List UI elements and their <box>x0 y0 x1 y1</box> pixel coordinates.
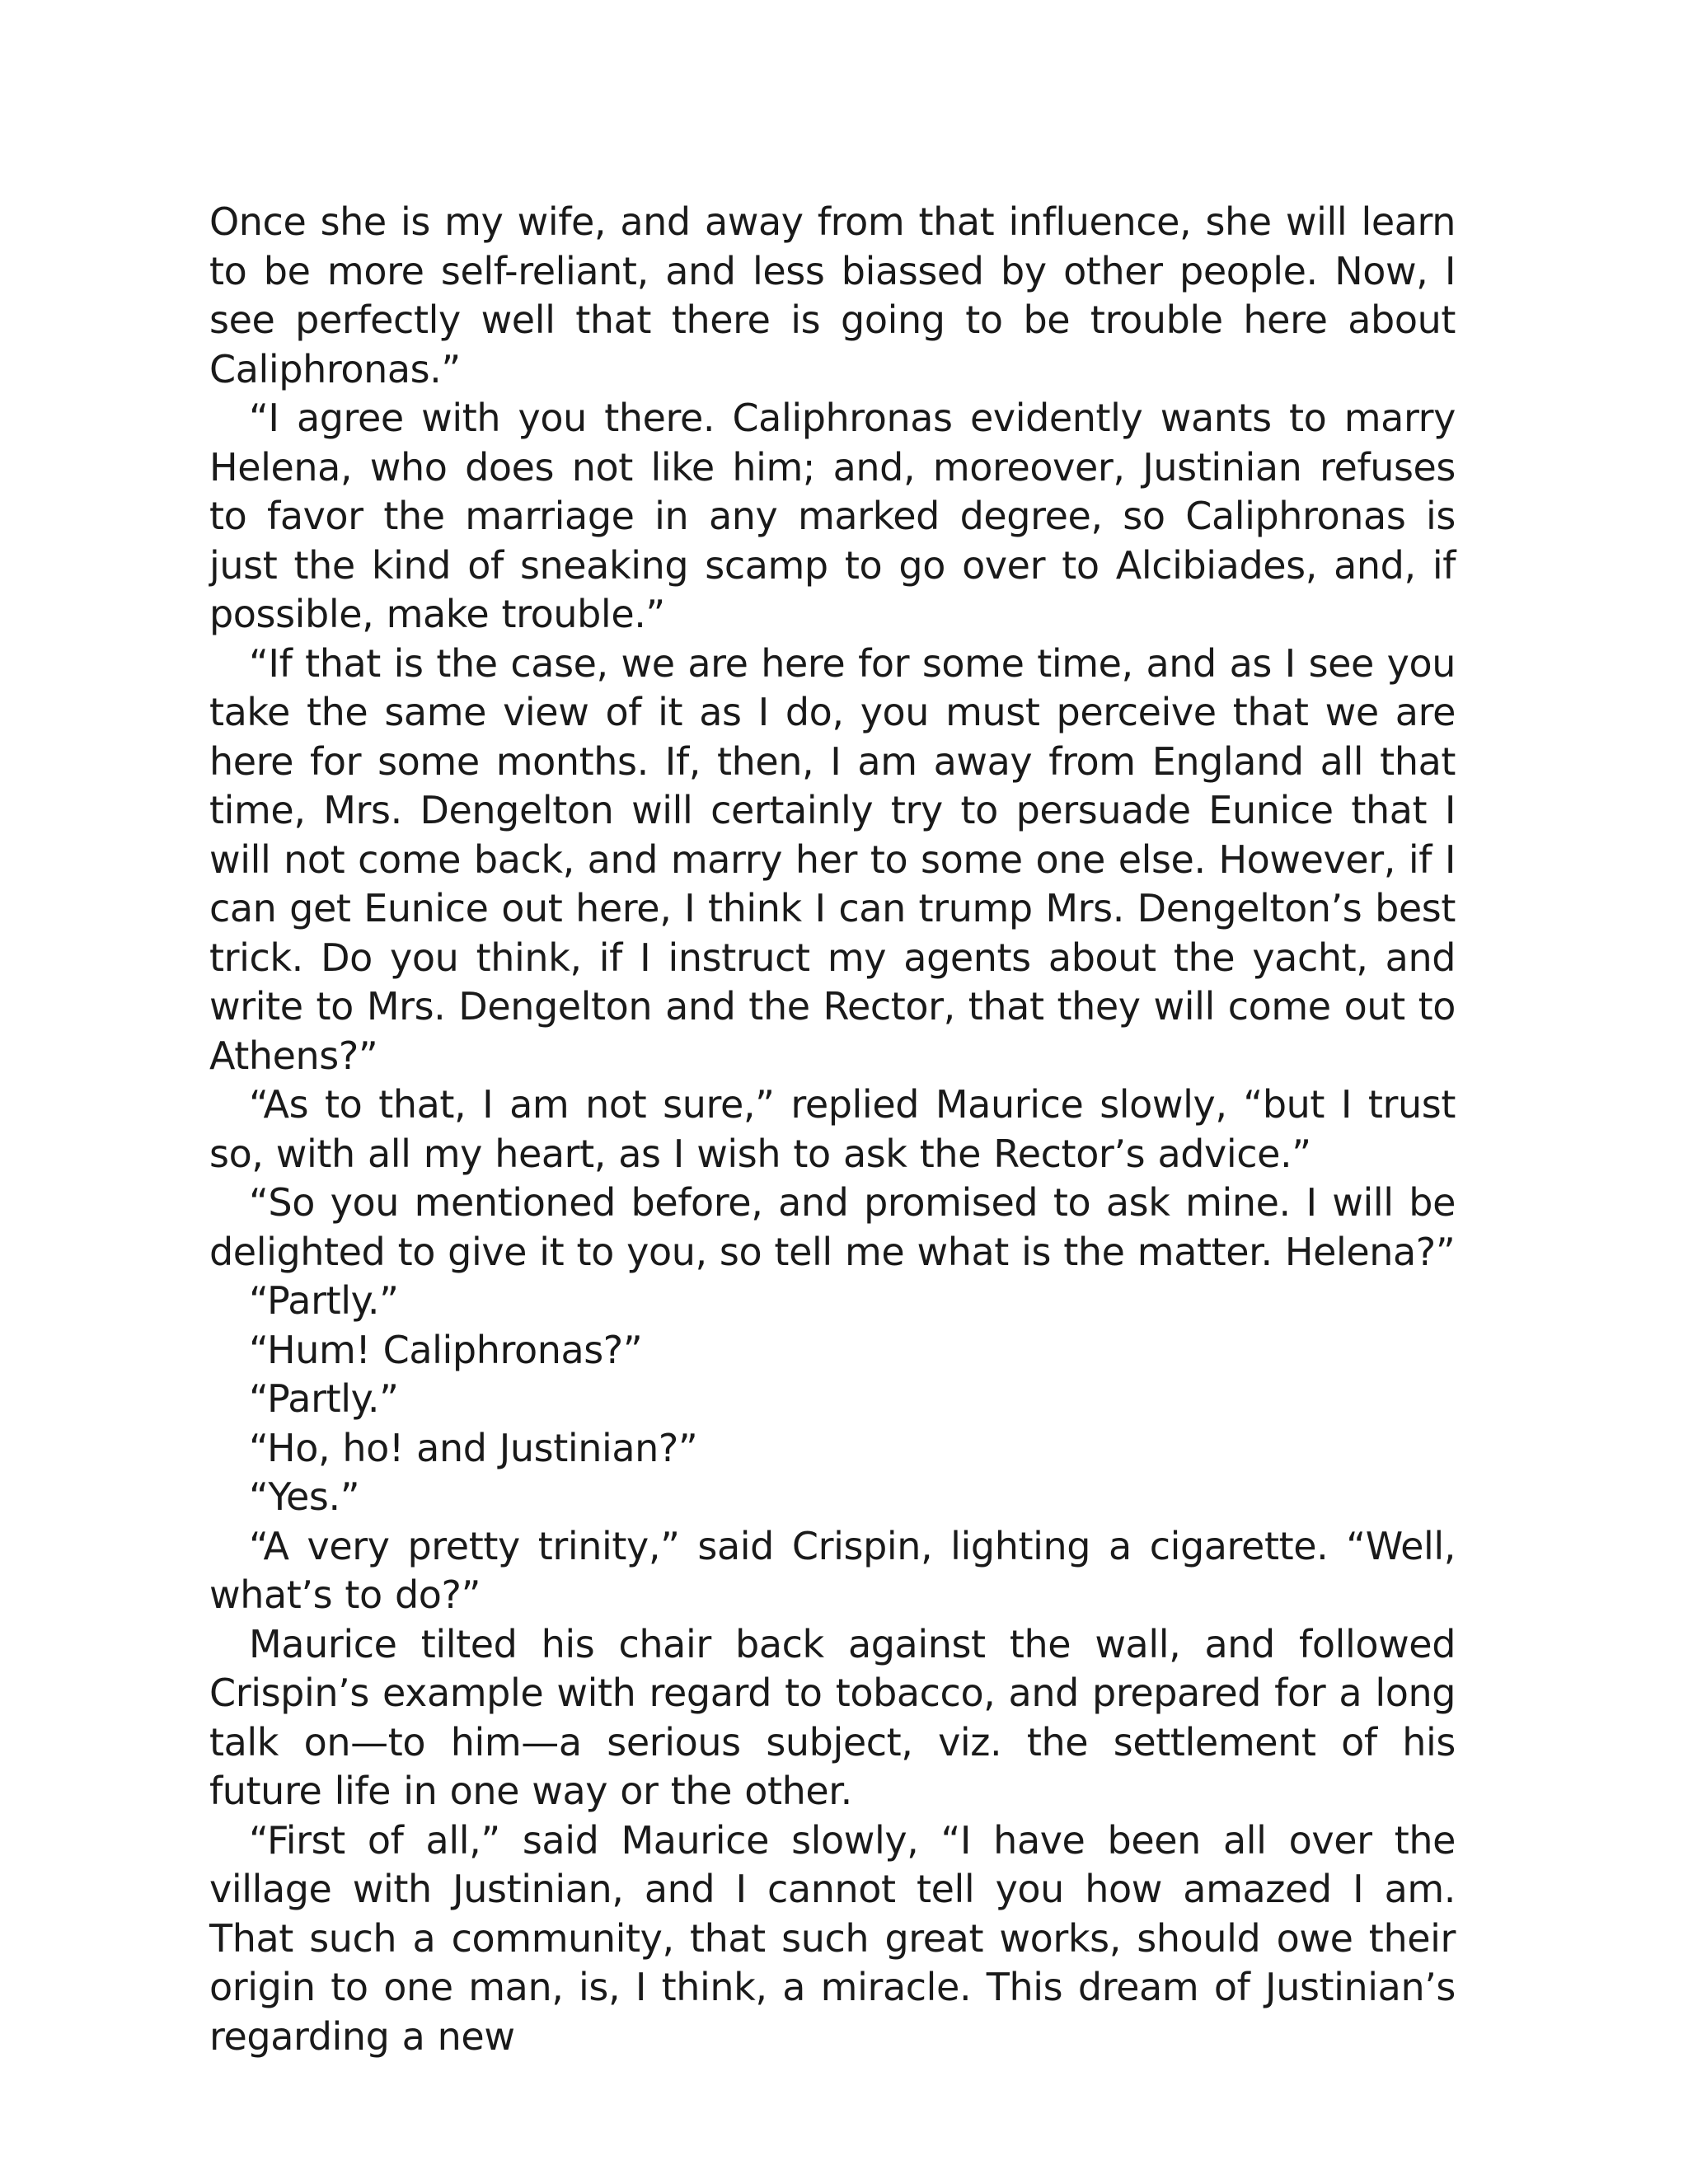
paragraph: “As to that, I am not sure,” replied Maurice slowly, “but I trust so, with all my heart, as I wish to ask the Rector’s advice.” <box>209 1082 1456 1176</box>
paragraph: “So you mentioned before, and promised to ask mine. I will be delighted to give it to you, so tell me what is the matter. Helena?” <box>209 1180 1456 1274</box>
paragraph: “First of all,” said Maurice slowly, “I have been all over the village with Justinian, and I cannot tell you how amazed I am. That such a community, that such great works, should owe their origin to one man, is, I think, a miracle. This dream of Justinian’s regarding a new <box>209 1817 1456 2059</box>
paragraph: “If that is the case, we are here for some time, and as I see you take the same view of it as I do, you must perceive that we are here for some months. If, then, I am away from England all that time, Mrs. Dengelton will certainly try to persuade Eunice that I will not come back, and marry her to some one else. However, if I can get Eunice out here, I think I can trump Mrs. Dengelton’s best trick. Do you think, if I instruct my agents about the yacht, and write to Mrs. Dengelton and the Rector, that they will come out to Athens?” <box>209 640 1456 1078</box>
paragraph: “Partly.” <box>249 1278 399 1323</box>
page-body <box>209 198 1456 2061</box>
paragraph: Once she is my wife, and away from that influence, she will learn to be more self-reliant, and less biassed by other people. Now, I see perfectly well that there is going to be trouble here about Caliphronas.” <box>209 199 1456 391</box>
paragraph: “Partly.” <box>249 1376 399 1421</box>
paragraph: “Yes.” <box>249 1474 360 1519</box>
paragraph: “Hum! Caliphronas?” <box>249 1327 643 1372</box>
paragraph: “Ho, ho! and Justinian?” <box>249 1425 698 1470</box>
paragraph: “I agree with you there. Caliphronas evidently wants to marry Helena, who does not like him; and, moreover, Justinian refuses to favor the marriage in any marked degree, so Caliphronas is just the kind of sneaking scamp to go over to Alcibiades, and, if possible, make trouble.” <box>209 396 1456 636</box>
paragraph: Maurice tilted his chair back against the wall, and followed Crispin’s example with regard to tobacco, and prepared for a long talk on—to him—a serious subject, viz. the settlement of his future life in one way or the other. <box>209 1621 1456 1813</box>
paragraph: “A very pretty trinity,” said Crispin, lighting a cigarette. “Well, what’s to do?” <box>209 1523 1456 1617</box>
